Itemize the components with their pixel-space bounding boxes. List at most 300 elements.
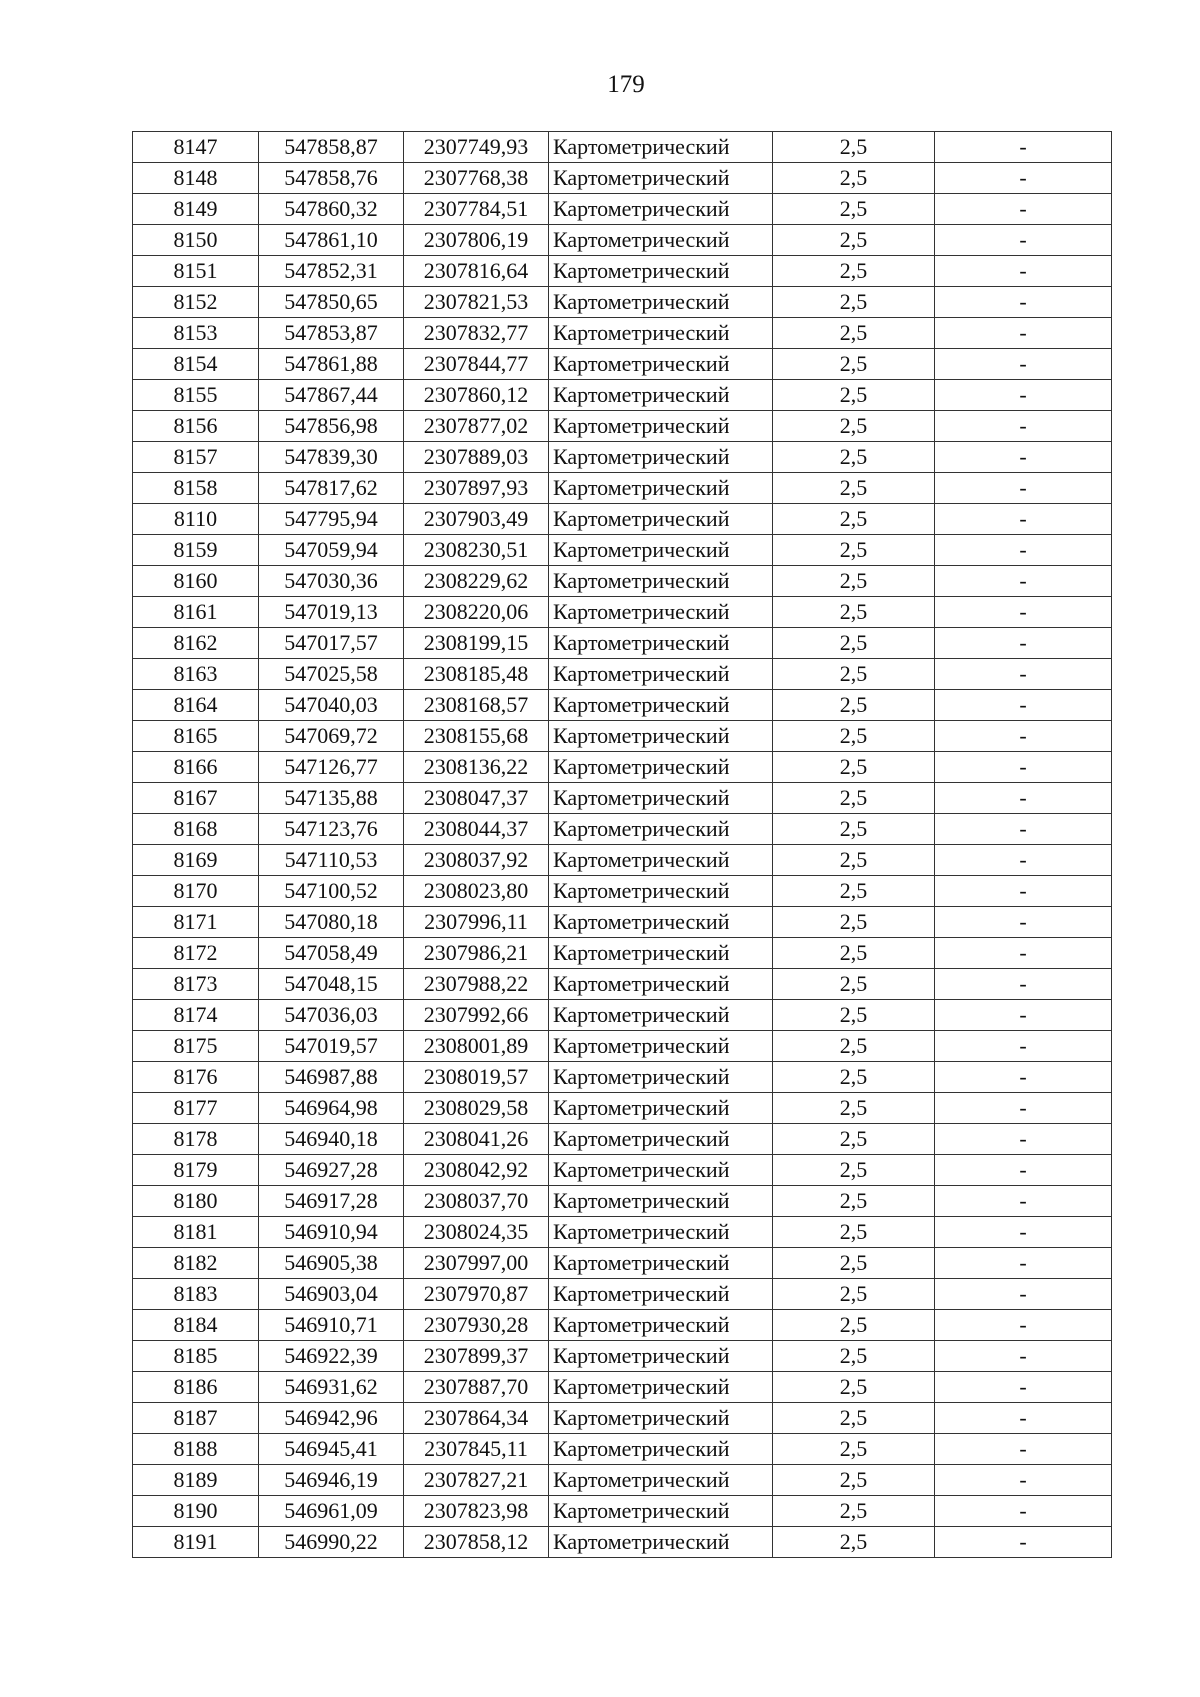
point-number-cell: 8187 xyxy=(133,1403,259,1434)
point-number-cell: 8149 xyxy=(133,194,259,225)
note-cell: - xyxy=(935,1465,1112,1496)
note-cell: - xyxy=(935,597,1112,628)
x-coordinate-cell: 547110,53 xyxy=(259,845,404,876)
method-cell: Картометрический xyxy=(549,1496,773,1527)
accuracy-cell: 2,5 xyxy=(773,1062,935,1093)
x-coordinate-cell: 547059,94 xyxy=(259,535,404,566)
y-coordinate-cell: 2307858,12 xyxy=(404,1527,549,1558)
x-coordinate-cell: 546964,98 xyxy=(259,1093,404,1124)
accuracy-cell: 2,5 xyxy=(773,194,935,225)
y-coordinate-cell: 2308037,92 xyxy=(404,845,549,876)
method-cell: Картометрический xyxy=(549,473,773,504)
note-cell: - xyxy=(935,473,1112,504)
accuracy-cell: 2,5 xyxy=(773,1279,935,1310)
method-cell: Картометрический xyxy=(549,349,773,380)
note-cell: - xyxy=(935,876,1112,907)
method-cell: Картометрический xyxy=(549,1031,773,1062)
note-cell: - xyxy=(935,690,1112,721)
accuracy-cell: 2,5 xyxy=(773,1496,935,1527)
method-cell: Картометрический xyxy=(549,380,773,411)
table-row xyxy=(133,876,1112,907)
method-cell: Картометрический xyxy=(549,256,773,287)
table-row xyxy=(133,1372,1112,1403)
y-coordinate-cell: 2307860,12 xyxy=(404,380,549,411)
method-cell: Картометрический xyxy=(549,566,773,597)
note-cell: - xyxy=(935,1310,1112,1341)
y-coordinate-cell: 2308037,70 xyxy=(404,1186,549,1217)
table-row xyxy=(133,1093,1112,1124)
y-coordinate-cell: 2307821,53 xyxy=(404,287,549,318)
table-row xyxy=(133,814,1112,845)
accuracy-cell: 2,5 xyxy=(773,473,935,504)
method-cell: Картометрический xyxy=(549,194,773,225)
note-cell: - xyxy=(935,814,1112,845)
y-coordinate-cell: 2307844,77 xyxy=(404,349,549,380)
accuracy-cell: 2,5 xyxy=(773,659,935,690)
x-coordinate-cell: 547036,03 xyxy=(259,1000,404,1031)
method-cell: Картометрический xyxy=(549,535,773,566)
point-number-cell: 8173 xyxy=(133,969,259,1000)
method-cell: Картометрический xyxy=(549,287,773,318)
method-cell: Картометрический xyxy=(549,659,773,690)
x-coordinate-cell: 546910,94 xyxy=(259,1217,404,1248)
method-cell: Картометрический xyxy=(549,628,773,659)
x-coordinate-cell: 546990,22 xyxy=(259,1527,404,1558)
note-cell: - xyxy=(935,1124,1112,1155)
note-cell: - xyxy=(935,1031,1112,1062)
y-coordinate-cell: 2307930,28 xyxy=(404,1310,549,1341)
coordinates-table-body xyxy=(133,132,1112,1558)
x-coordinate-cell: 547858,87 xyxy=(259,132,404,163)
point-number-cell: 8175 xyxy=(133,1031,259,1062)
method-cell: Картометрический xyxy=(549,752,773,783)
point-number-cell: 8154 xyxy=(133,349,259,380)
x-coordinate-cell: 547850,65 xyxy=(259,287,404,318)
accuracy-cell: 2,5 xyxy=(773,1124,935,1155)
accuracy-cell: 2,5 xyxy=(773,535,935,566)
table-row xyxy=(133,1496,1112,1527)
point-number-cell: 8161 xyxy=(133,597,259,628)
accuracy-cell: 2,5 xyxy=(773,690,935,721)
method-cell: Картометрический xyxy=(549,1310,773,1341)
y-coordinate-cell: 2308001,89 xyxy=(404,1031,549,1062)
accuracy-cell: 2,5 xyxy=(773,721,935,752)
table-row xyxy=(133,1186,1112,1217)
table-row xyxy=(133,938,1112,969)
method-cell: Картометрический xyxy=(549,876,773,907)
point-number-cell: 8153 xyxy=(133,318,259,349)
point-number-cell: 8151 xyxy=(133,256,259,287)
table-row xyxy=(133,690,1112,721)
point-number-cell: 8178 xyxy=(133,1124,259,1155)
point-number-cell: 8148 xyxy=(133,163,259,194)
table-row xyxy=(133,783,1112,814)
table-row xyxy=(133,969,1112,1000)
note-cell: - xyxy=(935,1217,1112,1248)
accuracy-cell: 2,5 xyxy=(773,380,935,411)
accuracy-cell: 2,5 xyxy=(773,1434,935,1465)
point-number-cell: 8189 xyxy=(133,1465,259,1496)
note-cell: - xyxy=(935,938,1112,969)
y-coordinate-cell: 2307988,22 xyxy=(404,969,549,1000)
table-row xyxy=(133,1403,1112,1434)
x-coordinate-cell: 547019,57 xyxy=(259,1031,404,1062)
method-cell: Картометрический xyxy=(549,1248,773,1279)
note-cell: - xyxy=(935,566,1112,597)
x-coordinate-cell: 546917,28 xyxy=(259,1186,404,1217)
accuracy-cell: 2,5 xyxy=(773,132,935,163)
method-cell: Картометрический xyxy=(549,132,773,163)
method-cell: Картометрический xyxy=(549,907,773,938)
point-number-cell: 8185 xyxy=(133,1341,259,1372)
y-coordinate-cell: 2307992,66 xyxy=(404,1000,549,1031)
x-coordinate-cell: 547839,30 xyxy=(259,442,404,473)
x-coordinate-cell: 546940,18 xyxy=(259,1124,404,1155)
y-coordinate-cell: 2308024,35 xyxy=(404,1217,549,1248)
accuracy-cell: 2,5 xyxy=(773,1248,935,1279)
accuracy-cell: 2,5 xyxy=(773,225,935,256)
x-coordinate-cell: 546987,88 xyxy=(259,1062,404,1093)
point-number-cell: 8156 xyxy=(133,411,259,442)
table-row xyxy=(133,504,1112,535)
y-coordinate-cell: 2308220,06 xyxy=(404,597,549,628)
method-cell: Картометрический xyxy=(549,1186,773,1217)
point-number-cell: 8160 xyxy=(133,566,259,597)
table-row xyxy=(133,1279,1112,1310)
coordinates-table xyxy=(132,131,1112,1558)
accuracy-cell: 2,5 xyxy=(773,1465,935,1496)
point-number-cell: 8179 xyxy=(133,1155,259,1186)
x-coordinate-cell: 546910,71 xyxy=(259,1310,404,1341)
x-coordinate-cell: 547080,18 xyxy=(259,907,404,938)
note-cell: - xyxy=(935,349,1112,380)
y-coordinate-cell: 2308199,15 xyxy=(404,628,549,659)
method-cell: Картометрический xyxy=(549,1155,773,1186)
y-coordinate-cell: 2307784,51 xyxy=(404,194,549,225)
note-cell: - xyxy=(935,969,1112,1000)
note-cell: - xyxy=(935,783,1112,814)
point-number-cell: 8169 xyxy=(133,845,259,876)
y-coordinate-cell: 2308136,22 xyxy=(404,752,549,783)
y-coordinate-cell: 2307899,37 xyxy=(404,1341,549,1372)
method-cell: Картометрический xyxy=(549,938,773,969)
y-coordinate-cell: 2307897,93 xyxy=(404,473,549,504)
point-number-cell: 8171 xyxy=(133,907,259,938)
x-coordinate-cell: 547860,32 xyxy=(259,194,404,225)
point-number-cell: 8157 xyxy=(133,442,259,473)
x-coordinate-cell: 547030,36 xyxy=(259,566,404,597)
point-number-cell: 8147 xyxy=(133,132,259,163)
accuracy-cell: 2,5 xyxy=(773,163,935,194)
table-row xyxy=(133,163,1112,194)
method-cell: Картометрический xyxy=(549,1434,773,1465)
note-cell: - xyxy=(935,1000,1112,1031)
method-cell: Картометрический xyxy=(549,783,773,814)
note-cell: - xyxy=(935,504,1112,535)
note-cell: - xyxy=(935,318,1112,349)
accuracy-cell: 2,5 xyxy=(773,1093,935,1124)
x-coordinate-cell: 546945,41 xyxy=(259,1434,404,1465)
x-coordinate-cell: 547856,98 xyxy=(259,411,404,442)
accuracy-cell: 2,5 xyxy=(773,1403,935,1434)
y-coordinate-cell: 2307887,70 xyxy=(404,1372,549,1403)
x-coordinate-cell: 547861,88 xyxy=(259,349,404,380)
accuracy-cell: 2,5 xyxy=(773,1155,935,1186)
note-cell: - xyxy=(935,721,1112,752)
y-coordinate-cell: 2307806,19 xyxy=(404,225,549,256)
table-row xyxy=(133,1434,1112,1465)
y-coordinate-cell: 2307970,87 xyxy=(404,1279,549,1310)
method-cell: Картометрический xyxy=(549,969,773,1000)
x-coordinate-cell: 547025,58 xyxy=(259,659,404,690)
note-cell: - xyxy=(935,194,1112,225)
accuracy-cell: 2,5 xyxy=(773,597,935,628)
point-number-cell: 8172 xyxy=(133,938,259,969)
table-row xyxy=(133,1310,1112,1341)
y-coordinate-cell: 2307997,00 xyxy=(404,1248,549,1279)
note-cell: - xyxy=(935,845,1112,876)
accuracy-cell: 2,5 xyxy=(773,783,935,814)
method-cell: Картометрический xyxy=(549,1000,773,1031)
note-cell: - xyxy=(935,256,1112,287)
x-coordinate-cell: 547019,13 xyxy=(259,597,404,628)
method-cell: Картометрический xyxy=(549,814,773,845)
accuracy-cell: 2,5 xyxy=(773,907,935,938)
accuracy-cell: 2,5 xyxy=(773,1031,935,1062)
y-coordinate-cell: 2308042,92 xyxy=(404,1155,549,1186)
y-coordinate-cell: 2307816,64 xyxy=(404,256,549,287)
accuracy-cell: 2,5 xyxy=(773,814,935,845)
point-number-cell: 8164 xyxy=(133,690,259,721)
accuracy-cell: 2,5 xyxy=(773,504,935,535)
point-number-cell: 8159 xyxy=(133,535,259,566)
accuracy-cell: 2,5 xyxy=(773,628,935,659)
y-coordinate-cell: 2307986,21 xyxy=(404,938,549,969)
x-coordinate-cell: 547100,52 xyxy=(259,876,404,907)
table-row xyxy=(133,442,1112,473)
method-cell: Картометрический xyxy=(549,1062,773,1093)
y-coordinate-cell: 2308185,48 xyxy=(404,659,549,690)
table-row xyxy=(133,907,1112,938)
note-cell: - xyxy=(935,907,1112,938)
y-coordinate-cell: 2308041,26 xyxy=(404,1124,549,1155)
table-row xyxy=(133,1248,1112,1279)
y-coordinate-cell: 2307749,93 xyxy=(404,132,549,163)
point-number-cell: 8186 xyxy=(133,1372,259,1403)
note-cell: - xyxy=(935,628,1112,659)
method-cell: Картометрический xyxy=(549,1124,773,1155)
x-coordinate-cell: 547123,76 xyxy=(259,814,404,845)
table-row xyxy=(133,535,1112,566)
x-coordinate-cell: 546905,38 xyxy=(259,1248,404,1279)
table-row xyxy=(133,659,1112,690)
note-cell: - xyxy=(935,287,1112,318)
table-row xyxy=(133,194,1112,225)
note-cell: - xyxy=(935,1279,1112,1310)
x-coordinate-cell: 547048,15 xyxy=(259,969,404,1000)
x-coordinate-cell: 547069,72 xyxy=(259,721,404,752)
point-number-cell: 8163 xyxy=(133,659,259,690)
y-coordinate-cell: 2308168,57 xyxy=(404,690,549,721)
table-row xyxy=(133,411,1112,442)
accuracy-cell: 2,5 xyxy=(773,1341,935,1372)
y-coordinate-cell: 2307864,34 xyxy=(404,1403,549,1434)
x-coordinate-cell: 546922,39 xyxy=(259,1341,404,1372)
table-row xyxy=(133,721,1112,752)
table-row xyxy=(133,380,1112,411)
point-number-cell: 8110 xyxy=(133,504,259,535)
table-row xyxy=(133,256,1112,287)
y-coordinate-cell: 2308019,57 xyxy=(404,1062,549,1093)
table-row xyxy=(133,752,1112,783)
method-cell: Картометрический xyxy=(549,163,773,194)
note-cell: - xyxy=(935,659,1112,690)
point-number-cell: 8181 xyxy=(133,1217,259,1248)
point-number-cell: 8180 xyxy=(133,1186,259,1217)
point-number-cell: 8184 xyxy=(133,1310,259,1341)
y-coordinate-cell: 2307823,98 xyxy=(404,1496,549,1527)
x-coordinate-cell: 546942,96 xyxy=(259,1403,404,1434)
note-cell: - xyxy=(935,1341,1112,1372)
table-row xyxy=(133,1465,1112,1496)
y-coordinate-cell: 2308229,62 xyxy=(404,566,549,597)
y-coordinate-cell: 2307845,11 xyxy=(404,1434,549,1465)
point-number-cell: 8191 xyxy=(133,1527,259,1558)
accuracy-cell: 2,5 xyxy=(773,1000,935,1031)
accuracy-cell: 2,5 xyxy=(773,256,935,287)
note-cell: - xyxy=(935,132,1112,163)
accuracy-cell: 2,5 xyxy=(773,1372,935,1403)
y-coordinate-cell: 2308047,37 xyxy=(404,783,549,814)
point-number-cell: 8165 xyxy=(133,721,259,752)
point-number-cell: 8166 xyxy=(133,752,259,783)
y-coordinate-cell: 2308029,58 xyxy=(404,1093,549,1124)
method-cell: Картометрический xyxy=(549,442,773,473)
method-cell: Картометрический xyxy=(549,1465,773,1496)
point-number-cell: 8190 xyxy=(133,1496,259,1527)
method-cell: Картометрический xyxy=(549,411,773,442)
method-cell: Картометрический xyxy=(549,1372,773,1403)
x-coordinate-cell: 546961,09 xyxy=(259,1496,404,1527)
y-coordinate-cell: 2307889,03 xyxy=(404,442,549,473)
page-number: 179 xyxy=(607,71,645,98)
note-cell: - xyxy=(935,1248,1112,1279)
table-row xyxy=(133,1000,1112,1031)
x-coordinate-cell: 546927,28 xyxy=(259,1155,404,1186)
x-coordinate-cell: 547817,62 xyxy=(259,473,404,504)
table-row xyxy=(133,318,1112,349)
table-row xyxy=(133,597,1112,628)
point-number-cell: 8176 xyxy=(133,1062,259,1093)
accuracy-cell: 2,5 xyxy=(773,566,935,597)
note-cell: - xyxy=(935,1186,1112,1217)
point-number-cell: 8150 xyxy=(133,225,259,256)
table-row xyxy=(133,628,1112,659)
point-number-cell: 8158 xyxy=(133,473,259,504)
note-cell: - xyxy=(935,380,1112,411)
x-coordinate-cell: 547858,76 xyxy=(259,163,404,194)
table-row xyxy=(133,1527,1112,1558)
table-row xyxy=(133,287,1112,318)
point-number-cell: 8182 xyxy=(133,1248,259,1279)
point-number-cell: 8155 xyxy=(133,380,259,411)
note-cell: - xyxy=(935,442,1112,473)
table-row xyxy=(133,1031,1112,1062)
accuracy-cell: 2,5 xyxy=(773,969,935,1000)
point-number-cell: 8183 xyxy=(133,1279,259,1310)
table-row xyxy=(133,1341,1112,1372)
note-cell: - xyxy=(935,1403,1112,1434)
accuracy-cell: 2,5 xyxy=(773,1217,935,1248)
note-cell: - xyxy=(935,752,1112,783)
point-number-cell: 8167 xyxy=(133,783,259,814)
table-row xyxy=(133,132,1112,163)
x-coordinate-cell: 547040,03 xyxy=(259,690,404,721)
table-row xyxy=(133,349,1112,380)
y-coordinate-cell: 2307903,49 xyxy=(404,504,549,535)
table-row xyxy=(133,845,1112,876)
method-cell: Картометрический xyxy=(549,1217,773,1248)
point-number-cell: 8177 xyxy=(133,1093,259,1124)
note-cell: - xyxy=(935,163,1112,194)
point-number-cell: 8168 xyxy=(133,814,259,845)
x-coordinate-cell: 547126,77 xyxy=(259,752,404,783)
y-coordinate-cell: 2308155,68 xyxy=(404,721,549,752)
table-row xyxy=(133,225,1112,256)
note-cell: - xyxy=(935,1093,1112,1124)
y-coordinate-cell: 2307827,21 xyxy=(404,1465,549,1496)
note-cell: - xyxy=(935,411,1112,442)
y-coordinate-cell: 2308023,80 xyxy=(404,876,549,907)
method-cell: Картометрический xyxy=(549,1093,773,1124)
point-number-cell: 8174 xyxy=(133,1000,259,1031)
accuracy-cell: 2,5 xyxy=(773,1186,935,1217)
y-coordinate-cell: 2308044,37 xyxy=(404,814,549,845)
note-cell: - xyxy=(935,1372,1112,1403)
y-coordinate-cell: 2308230,51 xyxy=(404,535,549,566)
x-coordinate-cell: 547058,49 xyxy=(259,938,404,969)
table-row xyxy=(133,1217,1112,1248)
table-row xyxy=(133,1155,1112,1186)
accuracy-cell: 2,5 xyxy=(773,938,935,969)
accuracy-cell: 2,5 xyxy=(773,1310,935,1341)
method-cell: Картометрический xyxy=(549,845,773,876)
table-row xyxy=(133,1062,1112,1093)
note-cell: - xyxy=(935,1496,1112,1527)
y-coordinate-cell: 2307877,02 xyxy=(404,411,549,442)
method-cell: Картометрический xyxy=(549,1279,773,1310)
note-cell: - xyxy=(935,225,1112,256)
accuracy-cell: 2,5 xyxy=(773,349,935,380)
accuracy-cell: 2,5 xyxy=(773,442,935,473)
x-coordinate-cell: 547852,31 xyxy=(259,256,404,287)
method-cell: Картометрический xyxy=(549,1527,773,1558)
point-number-cell: 8152 xyxy=(133,287,259,318)
accuracy-cell: 2,5 xyxy=(773,752,935,783)
point-number-cell: 8162 xyxy=(133,628,259,659)
note-cell: - xyxy=(935,1155,1112,1186)
method-cell: Картометрический xyxy=(549,690,773,721)
table-row xyxy=(133,1124,1112,1155)
table-row xyxy=(133,473,1112,504)
accuracy-cell: 2,5 xyxy=(773,845,935,876)
x-coordinate-cell: 547795,94 xyxy=(259,504,404,535)
method-cell: Картометрический xyxy=(549,1403,773,1434)
point-number-cell: 8188 xyxy=(133,1434,259,1465)
method-cell: Картометрический xyxy=(549,1341,773,1372)
x-coordinate-cell: 546946,19 xyxy=(259,1465,404,1496)
x-coordinate-cell: 547861,10 xyxy=(259,225,404,256)
